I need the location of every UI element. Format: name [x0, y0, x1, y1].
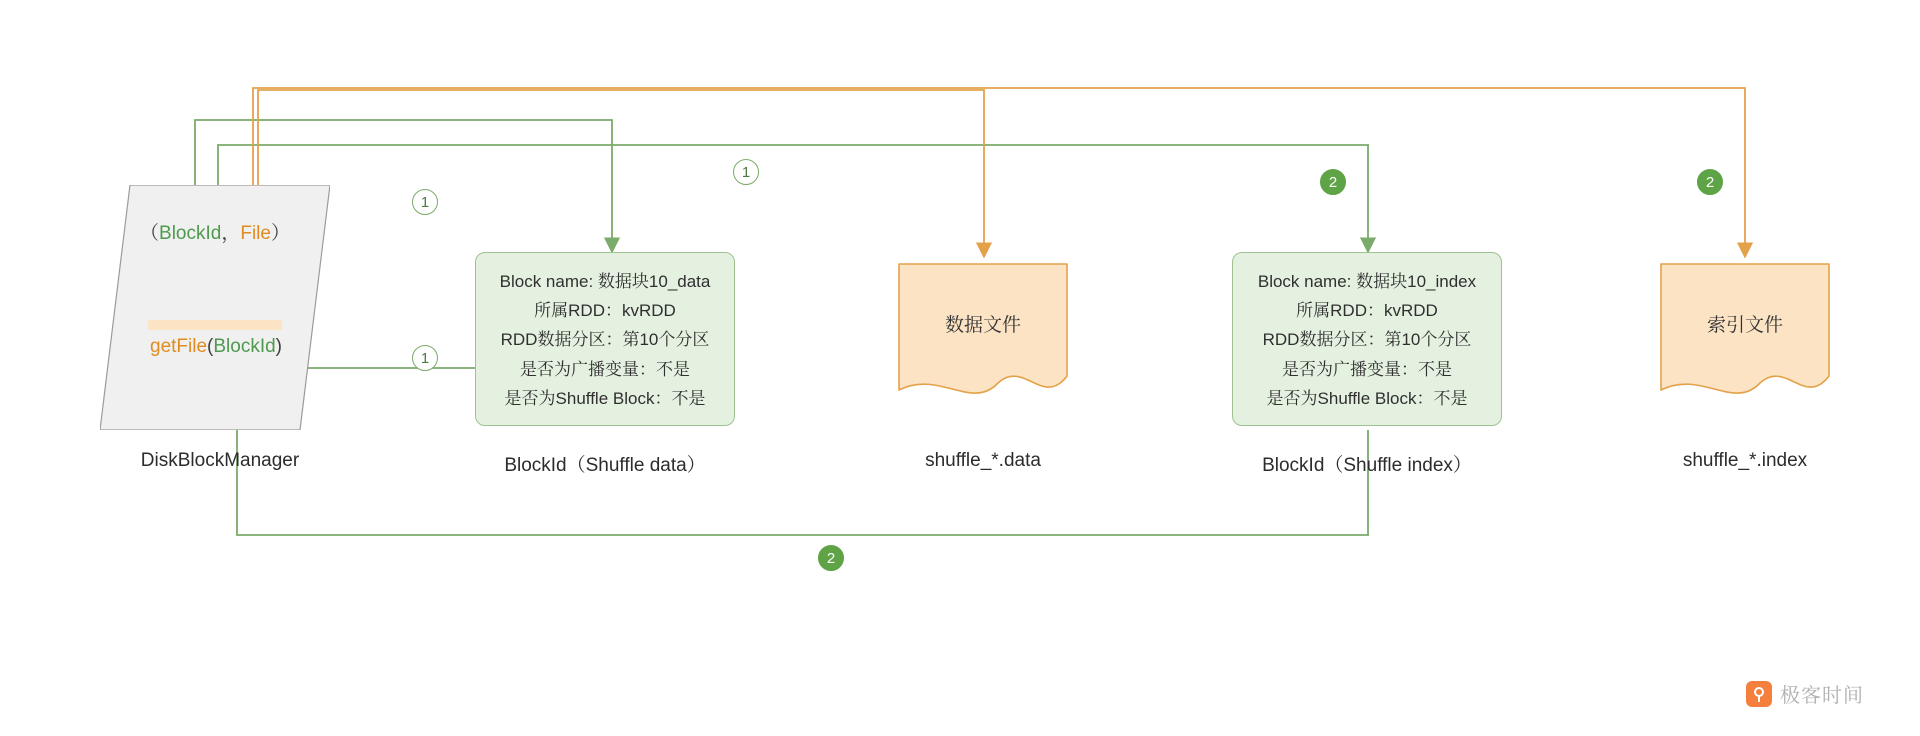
badge-step-2-return: 2	[818, 545, 844, 571]
caption-index-file: shuffle_*.index	[1682, 450, 1808, 471]
node-line: RDD数据分区：第10个分区	[1262, 330, 1472, 350]
node-line: 是否为Shuffle Block：不是	[1266, 388, 1468, 408]
node-line: 是否为广播变量：不是	[520, 359, 690, 379]
getfile-close-paren: )	[275, 336, 282, 357]
watermark	[1746, 679, 1864, 708]
brand-logo-icon	[1746, 681, 1772, 707]
getfile-call	[150, 336, 282, 358]
file-index-shape	[1655, 258, 1835, 413]
getfile-highlight-bar	[148, 320, 282, 330]
caption-disk-block-manager: DiskBlockManager	[140, 450, 300, 471]
node-line: 所属RDD：kvRDD	[534, 301, 676, 321]
badge-step-1-return: 1	[412, 345, 438, 371]
badge-step-1-mid: 1	[733, 159, 759, 185]
node-line: Block name: 数据块10_index	[1257, 272, 1477, 291]
watermark-text: 极客时间	[1780, 685, 1864, 707]
node-line: 是否为Shuffle Block：不是	[504, 388, 706, 408]
caption-data-file: shuffle_*.data	[925, 450, 1041, 471]
caption-shuffle-data-blockid: BlockId（Shuffle data）	[504, 455, 706, 476]
badge-step-2-index: 2	[1320, 169, 1346, 195]
badge-step-1-left: 1	[412, 189, 438, 215]
pair-close-paren: ）	[270, 223, 290, 244]
pair-key: BlockId	[159, 223, 222, 244]
pair-value: File	[240, 223, 271, 244]
file-data-shape	[893, 258, 1073, 413]
node-shuffle-index-blockid	[1232, 252, 1502, 426]
file-data-label: 数据文件	[944, 315, 1021, 336]
blockid-file-pair	[140, 218, 340, 245]
badge-step-2-file: 2	[1697, 169, 1723, 195]
node-line: 是否为广播变量：不是	[1282, 359, 1452, 379]
node-shuffle-data-blockid	[475, 252, 735, 426]
getfile-method-name: getFile	[150, 336, 208, 357]
node-line: Block name: 数据块10_data	[499, 272, 711, 291]
node-line: 所属RDD：kvRDD	[1296, 301, 1438, 321]
caption-shuffle-index-blockid: BlockId（Shuffle index）	[1262, 455, 1472, 476]
node-line: RDD数据分区：第10个分区	[500, 330, 710, 350]
getfile-open-paren: (	[207, 336, 214, 357]
pair-open-paren: （	[140, 223, 160, 244]
getfile-argument: BlockId	[213, 336, 276, 357]
pair-comma: ，	[221, 223, 241, 244]
file-index-label: 索引文件	[1706, 315, 1783, 336]
